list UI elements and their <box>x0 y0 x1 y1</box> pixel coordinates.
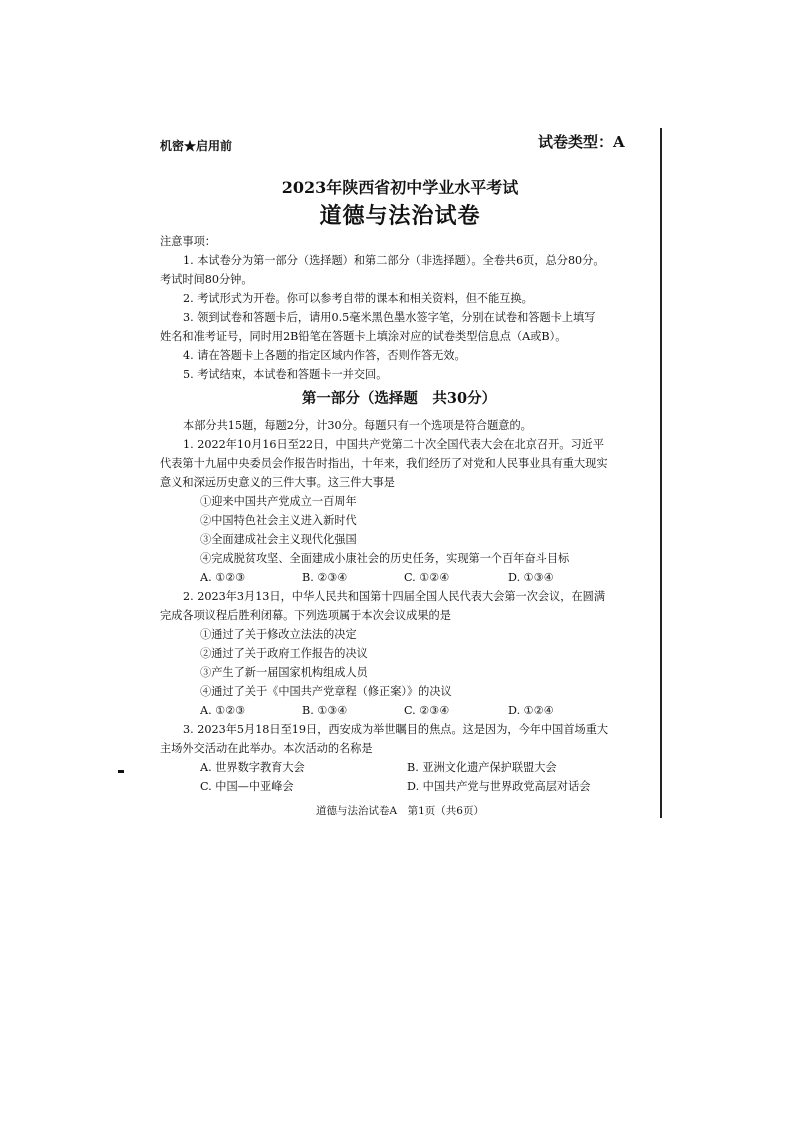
confidential-label: 机密★启用前 <box>160 139 233 153</box>
q1-stem-line-3: 意义和深远历史意义的三件大事。这三件大事是 <box>160 476 395 489</box>
scan-mark <box>118 770 124 773</box>
binding-line <box>660 128 662 818</box>
q2-choices <box>160 701 638 720</box>
q1-item-3: ③全面建成社会主义现代化强国 <box>200 533 357 546</box>
q1-stem-line-1: 1. 2022年10月16日至22日，中国共产党第二十次全国代表大会在北京召开。习近平 <box>183 438 605 451</box>
q1-item-4: ④完成脱贫攻坚、全面建成小康社会的历史任务，实现第一个百年奋斗目标 <box>200 552 570 565</box>
q1-choice-d: D. ①③④ <box>508 571 554 584</box>
q1-choice-b: B. ②③④ <box>302 571 348 584</box>
notice-item-4: 4. 请在答题卡上各题的指定区域内作答，否则作答无效。 <box>183 349 466 362</box>
q2-item-4: ④通过了关于《中国共产党章程（修正案）》的决议 <box>200 685 452 698</box>
exam-title: 2023年陕西省初中学业水平考试 <box>281 178 519 197</box>
q1-item-2: ②中国特色社会主义进入新时代 <box>200 514 357 527</box>
page-footer: 道德与法治试卷A 第1页（共6页） <box>316 805 484 817</box>
exam-body <box>160 232 638 796</box>
q3-choices-row-1 <box>160 758 638 777</box>
q2-choice-b: B. ①③④ <box>302 704 348 717</box>
paper-type-label: 试卷类型：A <box>538 133 625 151</box>
q3-choice-c: C. 中国—中亚峰会 <box>200 780 294 793</box>
q3-choice-d: D. 中国共产党与世界政党高层对话会 <box>407 780 591 793</box>
q1-item-1: ①迎来中国共产党成立一百周年 <box>200 495 357 508</box>
notice-heading: 注意事项： <box>160 235 216 248</box>
q2-stem-line-1: 2. 2023年3月13日，中华人民共和国第十四届全国人民代表大会第一次会议，在圆满 <box>183 590 606 603</box>
notice-item-3-cont: 姓名和准考证号，同时用2B铅笔在答题卡上填涂对应的试卷类型信息点（A或B）。 <box>160 330 567 343</box>
q3-choice-a: A. 世界数字教育大会 <box>200 761 305 774</box>
q3-choices-row-2 <box>160 777 638 796</box>
q1-choice-c: C. ①②④ <box>404 571 450 584</box>
q1-choice-a: A. ①②③ <box>200 571 246 584</box>
notice-item-3: 3. 领到试卷和答题卡后，请用0.5毫米黑色墨水签字笔，分别在试卷和答题卡上填写 <box>183 311 596 324</box>
notice-item-2: 2. 考试形式为开卷。你可以参考自带的课本和相关资料，但不能互换。 <box>183 292 533 305</box>
q2-choice-c: C. ②③④ <box>404 704 450 717</box>
q2-item-3: ③产生了新一届国家机构组成人员 <box>200 666 368 679</box>
notice-item-5: 5. 考试结束，本试卷和答题卡一并交回。 <box>183 368 388 381</box>
q2-choice-d: D. ①②④ <box>508 704 554 717</box>
q3-choice-b: B. 亚洲文化遗产保护联盟大会 <box>407 761 557 774</box>
q2-choice-a: A. ①②③ <box>200 704 246 717</box>
q2-item-1: ①通过了关于修改立法法的决定 <box>200 628 357 641</box>
section-intro: 本部分共15题，每题2分，计30分。每题只有一个选项是符合题意的。 <box>183 419 532 432</box>
q3-stem-line-1: 3. 2023年5月18日至19日，西安成为举世瞩目的焦点。这是因为，今年中国首场重大 <box>183 723 609 736</box>
notice-item-1-cont: 考试时间80分钟。 <box>160 273 253 286</box>
q1-choices <box>160 568 638 587</box>
q1-stem-line-2: 代表第十九届中央委员会作报告时指出，十年来，我们经历了对党和人民事业具有重大现实 <box>160 457 608 470</box>
subject-title: 道德与法治试卷 <box>319 203 481 229</box>
q2-stem-line-2: 完成各项议程后胜利闭幕。下列选项属于本次会议成果的是 <box>160 609 451 622</box>
q3-stem-line-2: 主场外交活动在此举办。本次活动的名称是 <box>160 742 373 755</box>
section-title: 第一部分（选择题 共30分） <box>301 390 497 407</box>
q2-item-2: ②通过了关于政府工作报告的决议 <box>200 647 368 660</box>
notice-item-1: 1. 本试卷分为第一部分（选择题）和第二部分（非选择题）。全卷共6页，总分80分。 <box>183 254 605 267</box>
